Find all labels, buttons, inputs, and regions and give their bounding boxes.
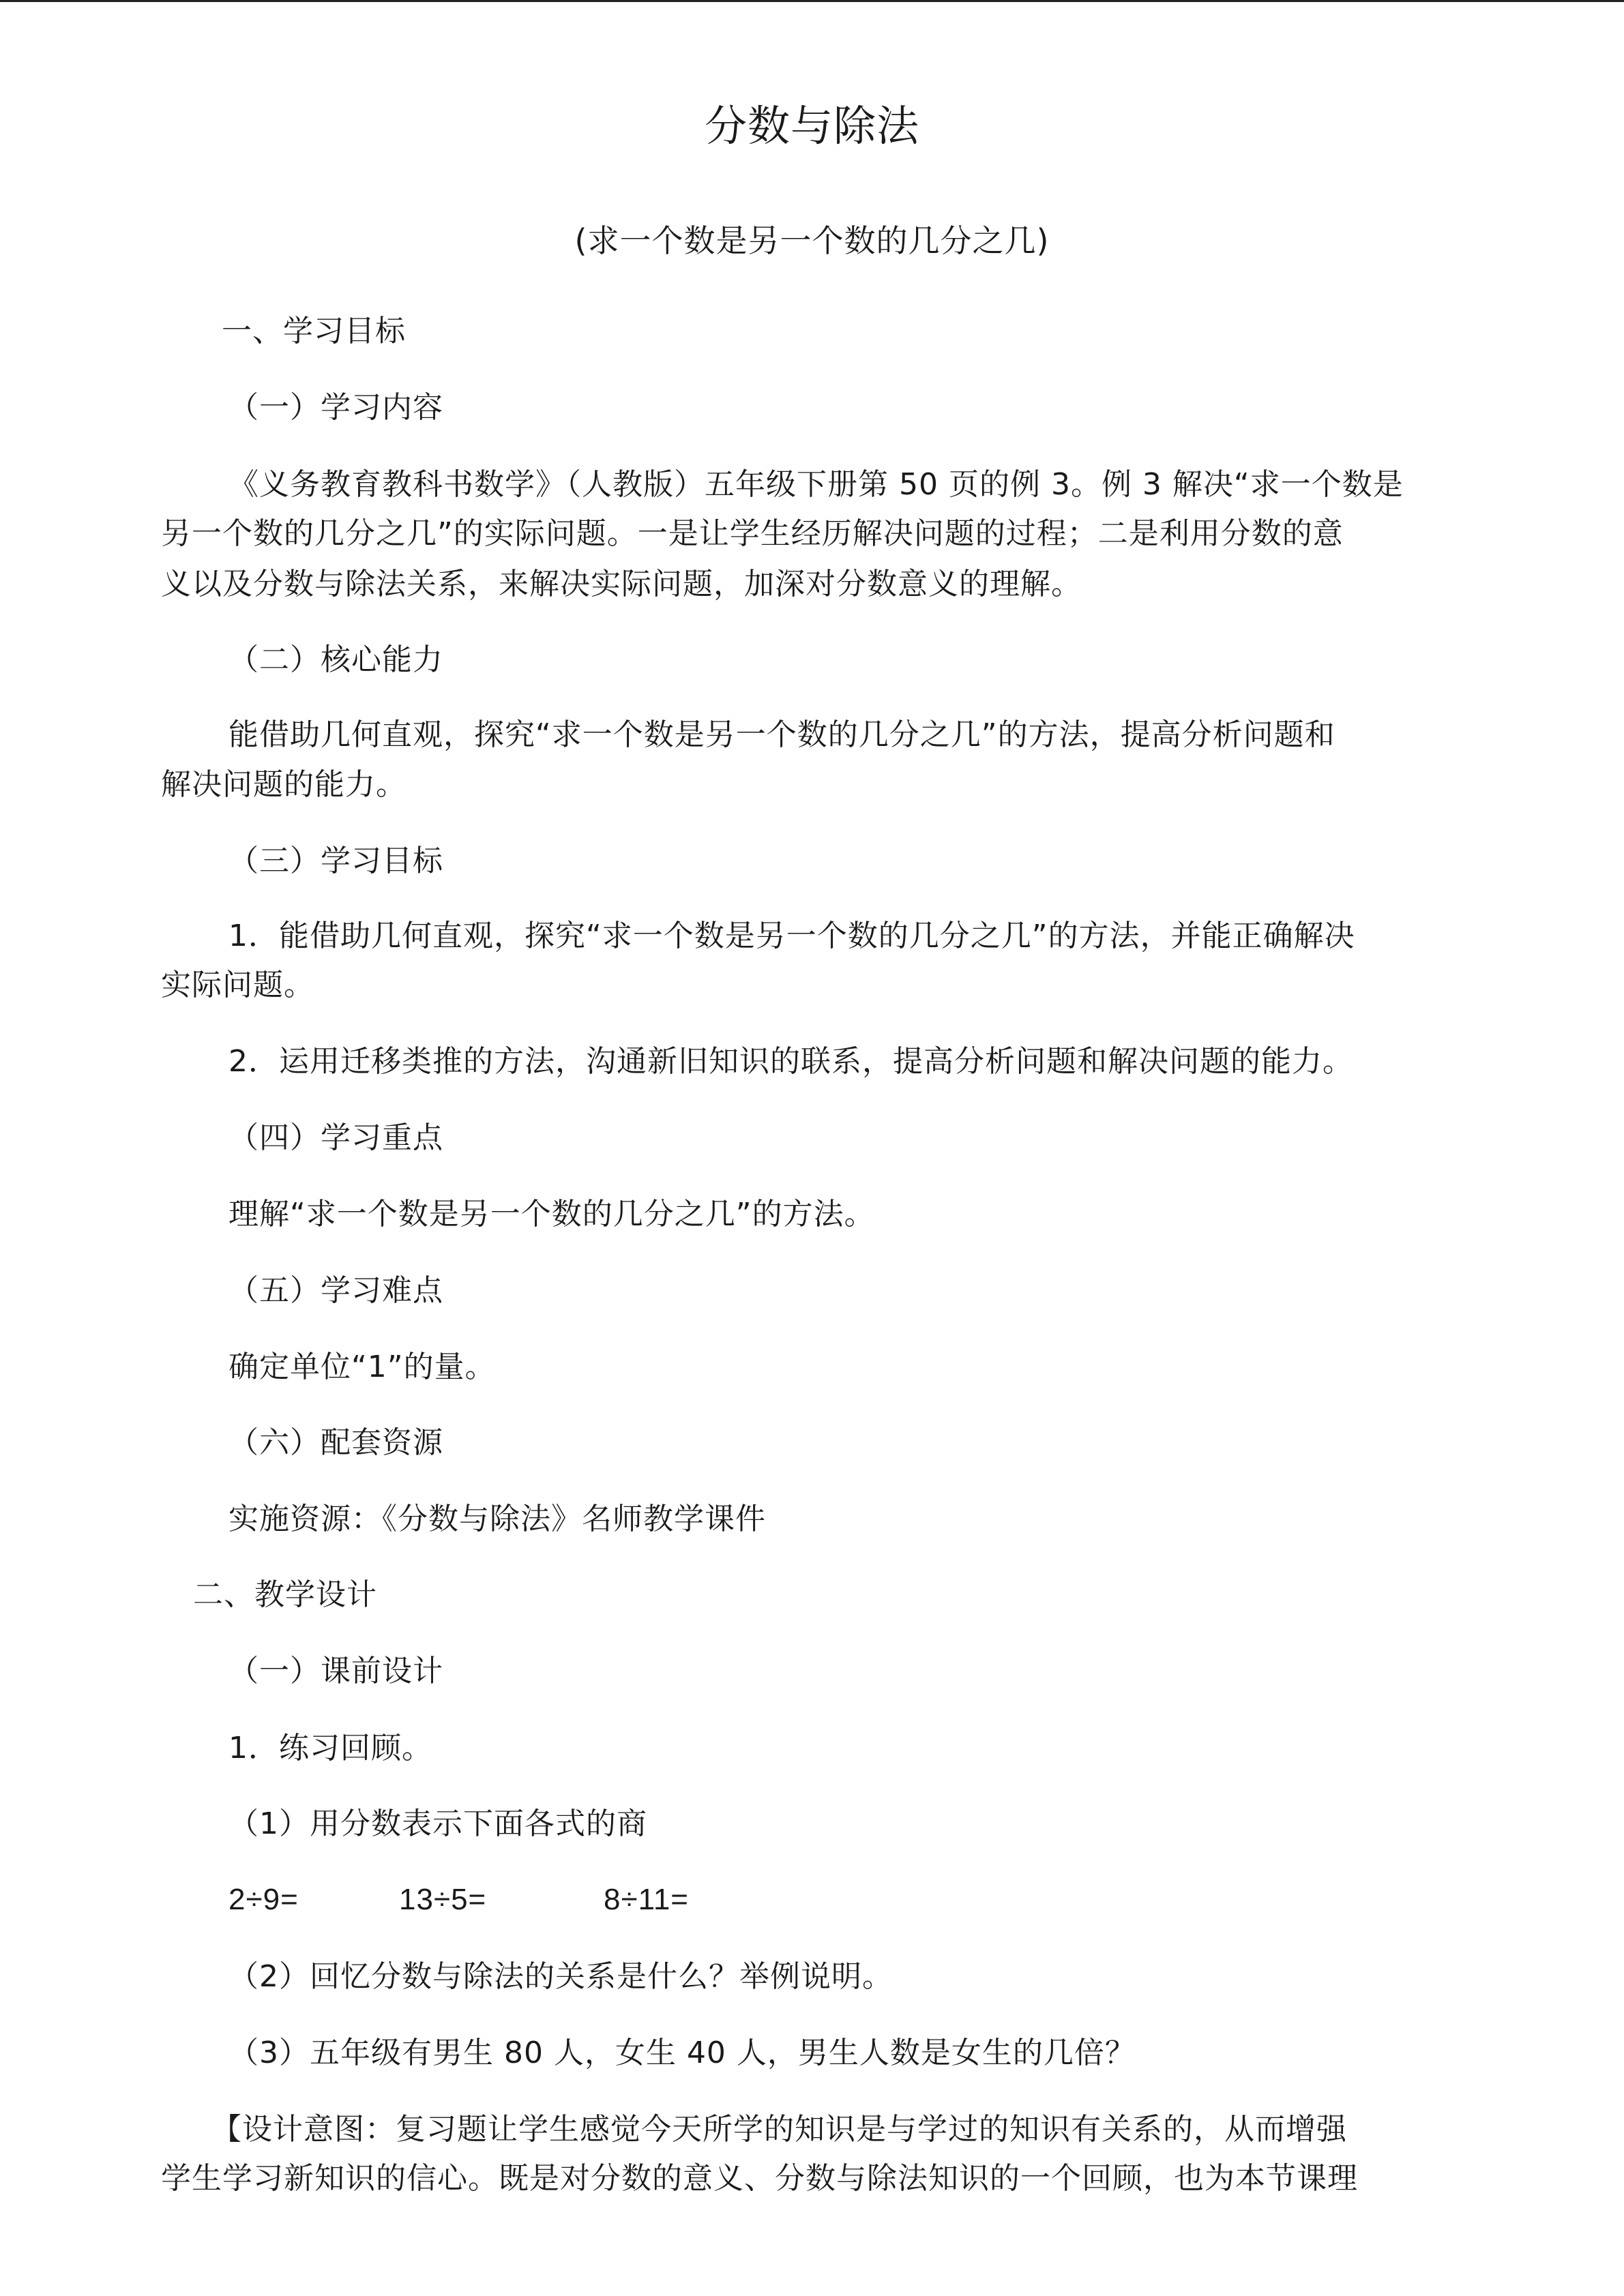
list-item: 1．能借助几何直观，探究“求一个数是另一个数的几分之几”的方法，并能正确解决 [228,919,1355,953]
paragraph-line: 另一个数的几分之几”的实际问题。一是让学生经历解决问题的过程；二是利用分数的意 [161,516,1344,551]
subsection-heading-difficulty: （五）学习难点 [228,1273,443,1308]
question-line: （2）回忆分数与除法的关系是什么？举例说明。 [228,1959,893,1994]
subsection-heading-content: （一）学习内容 [228,390,443,425]
design-intent-line: 学生学习新知识的信心。既是对分数的意义、分数与除法知识的一个回顾，也为本节课理 [161,2161,1358,2196]
formula: 2÷9= [228,1883,299,1916]
paragraph-line: 义以及分数与除法关系，来解决实际问题，加深对分数意义的理解。 [161,567,1082,601]
page-title: 分数与除法 [704,101,919,151]
section-heading-teaching-design: 二、教学设计 [193,1577,377,1612]
paragraph-line: 理解“求一个数是另一个数的几分之几”的方法。 [228,1197,875,1232]
formula-row [228,1881,689,1919]
list-item: 1．练习回顾。 [228,1731,432,1765]
paragraph-line: 《义务教育教科书数学》（人教版）五年级下册第 50 页的例 3。例 3 解决“求一个数是 [228,467,1404,502]
formula: 8÷11= [604,1883,689,1916]
subsection-heading-objectives: （三）学习目标 [228,844,443,878]
paragraph-line: 确定单位“1”的量。 [228,1350,496,1384]
design-intent-line: 【设计意图：复习题让学生感觉今天所学的知识是与学过的知识有关系的，从而增强 [211,2112,1347,2147]
question-line: （3）五年级有男生 80 人，女生 40 人，男生人数是女生的几倍？ [228,2036,1136,2070]
section-heading-learning-goals: 一、学习目标 [222,314,406,348]
paragraph-line: 实施资源：《分数与除法》名师教学课件 [228,1502,766,1536]
list-item: 2．运用迁移类推的方法，沟通新旧知识的联系，提高分析问题和解决问题的能力。 [228,1044,1353,1079]
subsection-heading-resources: （六）配套资源 [228,1425,443,1460]
paragraph-line: 解决问题的能力。 [161,767,407,802]
page-subtitle: (求一个数是另一个数的几分之几) [574,222,1050,259]
subsection-heading-key-point: （四）学习重点 [228,1120,443,1155]
paragraph-line: 能借助几何直观，探究“求一个数是另一个数的几分之几”的方法，提高分析问题和 [228,717,1335,752]
question-line: （1）用分数表示下面各式的商 [228,1806,647,1841]
list-item: 实际问题。 [161,968,314,1002]
formula: 13÷5= [399,1883,487,1916]
subsection-heading-core-ability: （二）核心能力 [228,642,443,677]
subsection-heading-preclass: （一）课前设计 [228,1654,443,1688]
